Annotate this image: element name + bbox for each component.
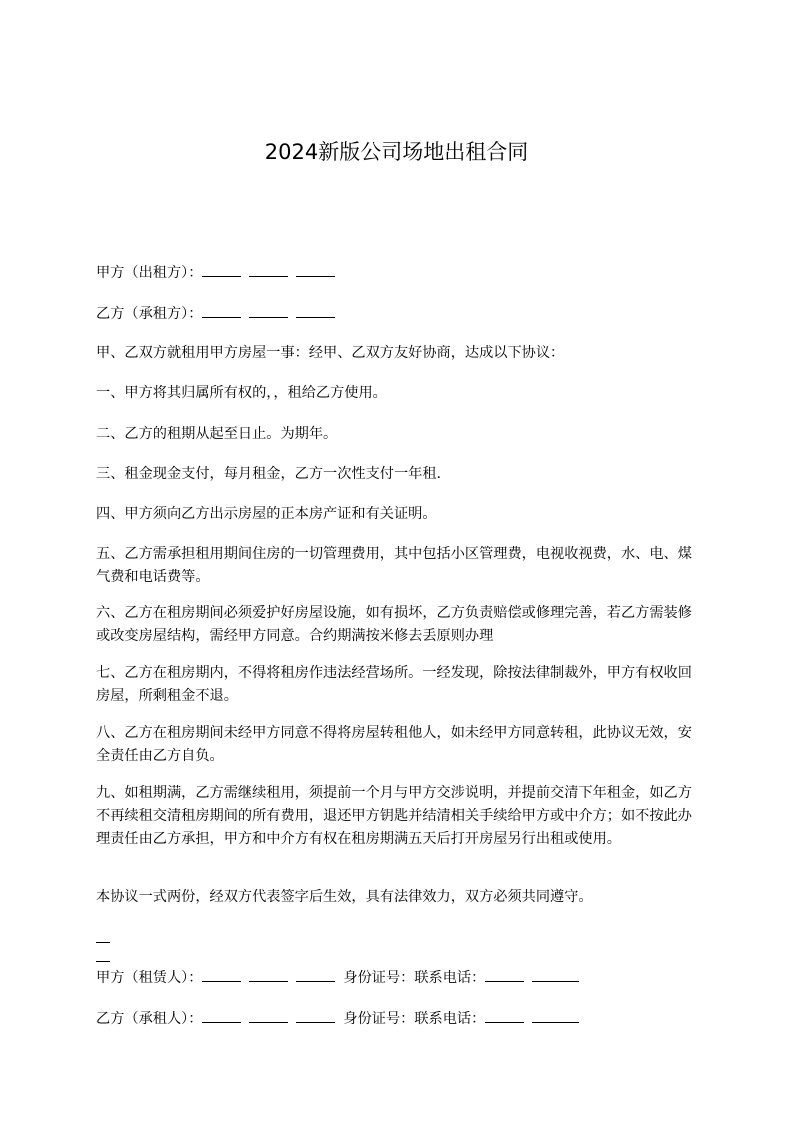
sign-a-line xyxy=(96,966,700,990)
blank-field[interactable] xyxy=(202,261,241,277)
id-phone-label: 身份证号：联系电话： xyxy=(343,970,486,986)
clause-9: 九、如租期满，乙方需继续租用，须提前一个月与甲方交涉说明，并提前交清下年租金，如乙方不再续租交清租房期间的所有费用，退还甲方钥匙并结清相关手续给甲方或中介方；如不按此办理责任由乙方承担，甲方和中介方有权在租房期满五天后打开房屋另行出租或使用。 xyxy=(96,785,692,847)
clause-5: 五、乙方需承担租用期间住房的一切管理费用，其中包括小区管理费，电视收视费，水、电、煤气费和电话费等。 xyxy=(96,546,692,585)
party-b-label: 乙方（承租方）： xyxy=(96,306,203,322)
blank-field[interactable] xyxy=(202,302,241,318)
signature-dash xyxy=(96,942,132,943)
blank-field[interactable] xyxy=(249,966,288,982)
document-title: 2024新版公司场地出租合同 xyxy=(264,140,529,164)
clause-3: 三、租金现金支付，每月租金，乙方一次性支付一年租. xyxy=(96,466,442,482)
clause-1: 一、甲方将其归属所有权的，，租给乙方使用。 xyxy=(96,385,387,401)
blank-field[interactable] xyxy=(249,302,288,318)
clause-6: 六、乙方在租房期间必须爱护好房屋设施，如有损坏，乙方负责赔偿或修理完善，若乙方需装修或改变房屋结构，需经甲方同意。合约期满按米修去丢原则办理 xyxy=(96,605,692,644)
blank-field[interactable] xyxy=(485,966,524,982)
blank-field[interactable] xyxy=(296,1007,335,1023)
party-b-line xyxy=(96,302,700,326)
party-a-label: 甲方（出租方）： xyxy=(96,265,203,281)
blank-field[interactable] xyxy=(249,1007,288,1023)
sign-a-label: 甲方（租赁人）： xyxy=(96,970,203,986)
intro-paragraph: 甲、乙双方就租用甲方房屋一事：经甲、乙双方友好协商，达成以下协议： xyxy=(96,345,565,361)
sign-b-label: 乙方（承租人）： xyxy=(96,1011,203,1027)
sign-b-line xyxy=(96,1007,700,1031)
blank-field[interactable] xyxy=(202,1007,241,1023)
clause-2: 二、乙方的租期从起至日止。为期年。 xyxy=(96,426,338,442)
blank-field[interactable] xyxy=(485,1007,524,1023)
clause-8: 八、乙方在租房期间未经甲方同意不得将房屋转租他人，如未经甲方同意转租，此协议无效，安全责任由乙方自负。 xyxy=(96,725,692,764)
blank-field[interactable] xyxy=(202,966,241,982)
party-a-line xyxy=(96,261,700,285)
blank-field[interactable] xyxy=(532,966,579,982)
blank-field[interactable] xyxy=(249,261,288,277)
blank-field[interactable] xyxy=(296,966,335,982)
id-phone-label: 身份证号：联系电话： xyxy=(343,1011,486,1027)
clause-4: 四、甲方须向乙方出示房屋的正本房产证和有关证明。 xyxy=(96,506,437,522)
blank-field[interactable] xyxy=(296,302,335,318)
blank-field[interactable] xyxy=(296,261,335,277)
blank-field[interactable] xyxy=(532,1007,579,1023)
closing-paragraph: 本协议一式两份，经双方代表签字后生效，具有法律效力，双方必须共同遵守。 xyxy=(96,889,593,905)
clause-7: 七、乙方在租房期内，不得将租房作违法经营场所。一经发现，除按法律制裁外，甲方有权收回房屋，所剩租金不退。 xyxy=(96,665,692,704)
